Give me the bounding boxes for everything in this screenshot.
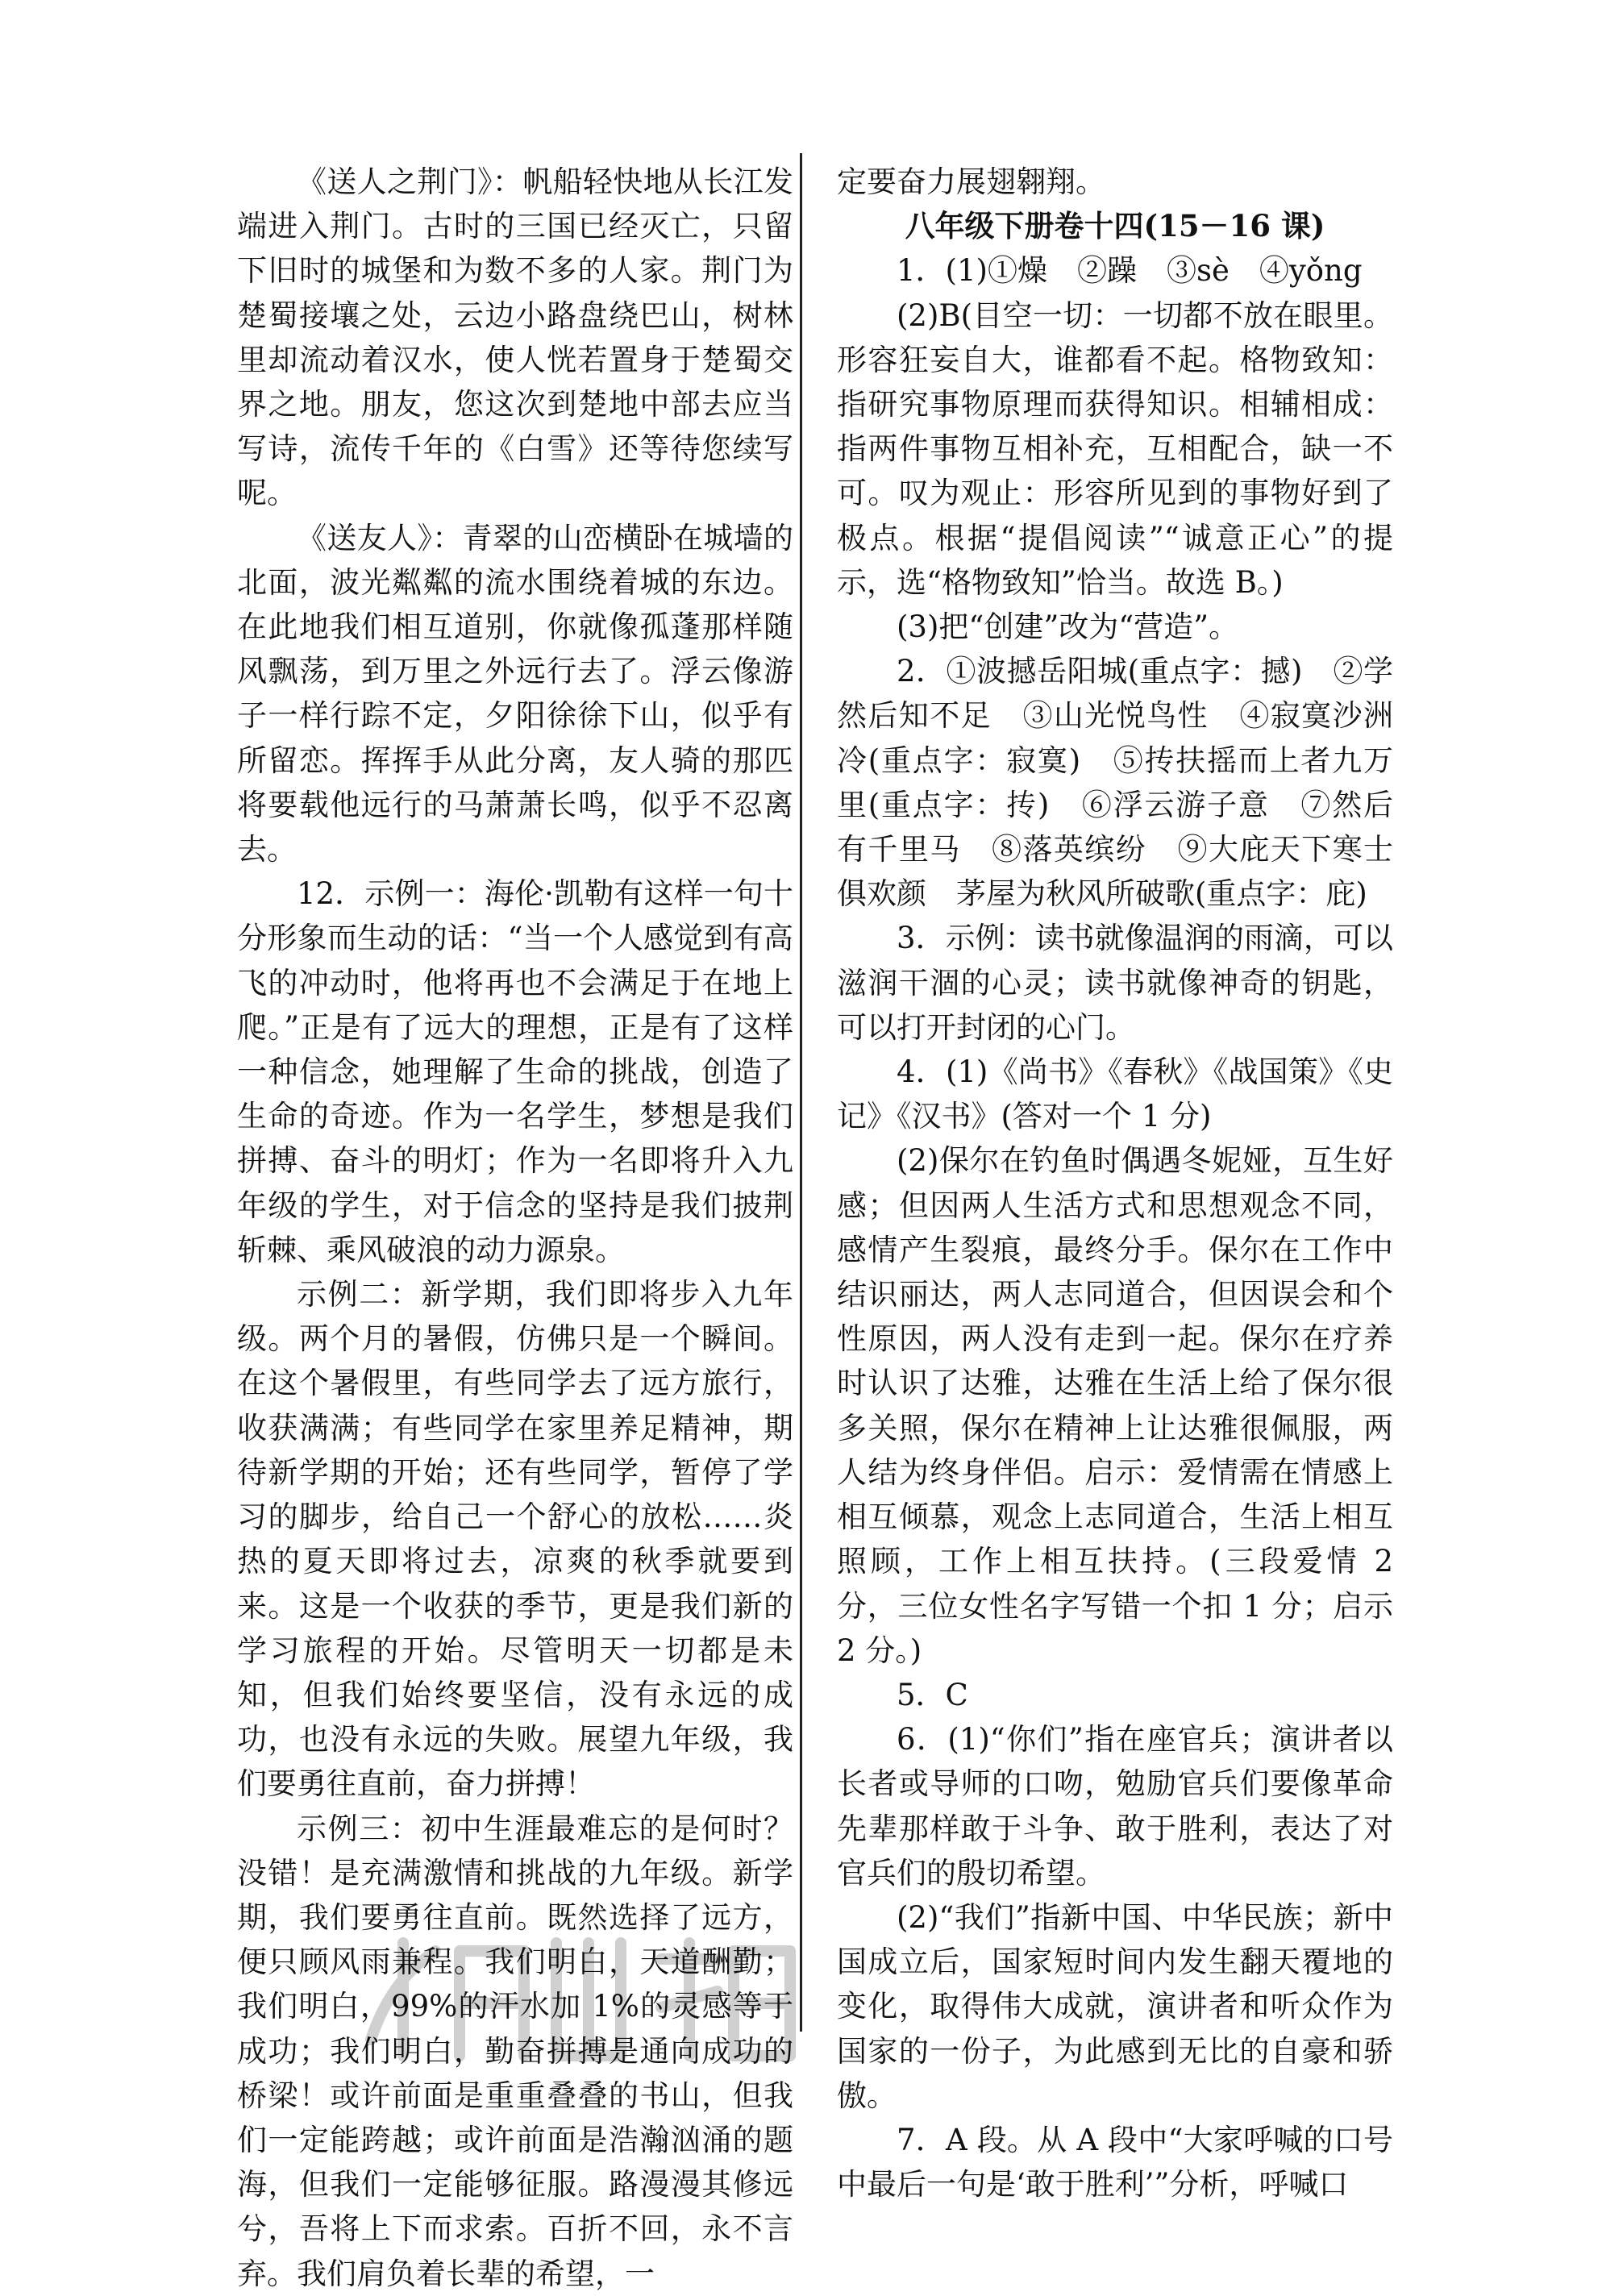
section-heading: 八年级下册卷十四(15－16 课)	[905, 208, 1325, 244]
right-column	[837, 164, 1393, 2207]
answer-4-1: 4．(1)《尚书》《春秋》《战国策》《史记》《汉书》(答对一个 1 分)	[837, 1054, 1393, 1134]
answer-1-2: (2)B(目空一切：一切都不放在眼里。形容狂妄自大，谁都看不起。格物致知：指研究事物原理而获得知识。相辅相成：指两件事物互相补充，互相配合，缺一不可。叹为观止：形容所见到的事物好到了极点。根据“提倡阅读”“诚意正心”的提示，选“格物致知”恰当。故选 B。)	[837, 297, 1393, 600]
continuation-line: 定要奋力展翅翱翔。	[837, 164, 1105, 199]
answer-3: 3．示例：读书就像温润的雨滴，可以滋润干涸的心灵；读书就像神奇的钥匙，可以打开封闭的心门。	[837, 921, 1393, 1045]
answer-1-1: 1．(1)①燥 ②躁 ③sè ④yǒng	[897, 253, 1363, 289]
paragraph-q12-example-3: 示例三：初中生涯最难忘的是何时？没错！是充满激情和挑战的九年级。新学期，我们要勇往直前。既然选择了远方，便只顾风雨兼程。我们明白，天道酬勤；我们明白，99%的汗水加 1%的灵感等于成功；我们明白，勤奋拼搏是通向成功的桥梁！或许前面是重重叠叠的书山，但我们一定能跨越；或许前面是浩瀚汹涌的题海，但我们一定能够征服。路漫漫其修远兮，吾将上下而求索。百折不回，永不言弃。我们肩负着长辈的希望，一	[237, 1811, 793, 2291]
answer-6-1: 6．(1)“你们”指在座官兵；演讲者以长者或导师的口吻，勉励官兵们要像革命先辈那样敢于斗争、敢于胜利，表达了对官兵们的殷切希望。	[837, 1722, 1393, 1890]
answer-5: 5．C	[897, 1677, 968, 1712]
answer-2: 2．①波撼岳阳城(重点字：撼) ②学然后知不足 ③山光悦鸟性 ④寂寞沙洲冷(重点字：寂寞) ⑤抟扶摇而上者九万里(重点字：抟) ⑥浮云游子意 ⑦然后有千里马 ⑧落英缤纷 ⑨大庇天下寒士俱欢颜 茅屋为秋风所破歌(重点字：庇)	[837, 654, 1393, 912]
answer-4-2: (2)保尔在钓鱼时偶遇冬妮娅，互生好感；但因两人生活方式和思想观念不同，感情产生裂痕，最终分手。保尔在工作中结识丽达，两人志同道合，但因误会和个性原因，两人没有走到一起。保尔在疗养时认识了达雅，达雅在生活上给了保尔很多关照，保尔在精神上让达雅很佩服，两人结为终身伴侣。启示：爱情需在情感上相互倾慕，观念上志同道合，生活上相互照顾，工作上相互扶持。(三段爱情 2 分，三位女性名字写错一个扣 1 分；启示 2 分。)	[837, 1143, 1393, 1668]
answer-6-2: (2)“我们”指新中国、中华民族；新中国成立后，国家短时间内发生翻天覆地的变化，取得伟大成就，演讲者和听众作为国家的一份子，为此感到无比的自豪和骄傲。	[837, 1899, 1393, 2113]
answer-1-3: (3)把“创建”改为“营造”。	[897, 609, 1239, 645]
answer-7: 7．A 段。从 A 段中“大家呼喊的口号中最后一句是‘敢于胜利’”分析，呼喊口	[837, 2122, 1393, 2202]
paragraph-q12-example-1: 12．示例一：海伦·凯勒有这样一句十分形象而生动的话：“当一个人感觉到有高飞的冲动时，他将再也不会满足于在地上爬。”正是有了远大的理想，正是有了这样一种信念，她理解了生命的挑战，创造了生命的奇迹。作为一名学生，梦想是我们拼搏、奋斗的明灯；作为一名即将升入九年级的学生，对于信念的坚持是我们披荆斩棘、乘风破浪的动力源泉。	[237, 876, 793, 1267]
left-column	[237, 160, 793, 2296]
paragraph-song-you-ren: 《送友人》：青翠的山峦横卧在城墙的北面，波光粼粼的流水围绕着城的东边。在此地我们相互道别，你就像孤蓬那样随风飘荡，到万里之外远行去了。浮云像游子一样行踪不定，夕阳徐徐下山，似乎有所留恋。挥挥手从此分离，友人骑的那匹将要载他远行的马萧萧长鸣，似乎不忍离去。	[237, 520, 793, 867]
paragraph-q12-example-2: 示例二：新学期，我们即将步入九年级。两个月的暑假，仿佛只是一个瞬间。在这个暑假里，有些同学去了远方旅行，收获满满；有些同学在家里养足精神，期待新学期的开始；还有些同学，暂停了学习的脚步，给自己一个舒心的放松……炎热的夏天即将过去，凉爽的秋季就要到来。这是一个收获的季节，更是我们新的学习旅程的开始。尽管明天一切都是未知，但我们始终要坚信，没有永远的成功，也没有永远的失败。展望九年级，我们要勇往直前，奋力拼搏！	[237, 1277, 793, 1802]
paragraph-song-ren-zhi-jingmen: 《送人之荆门》：帆船轻快地从长江发端进入荆门。古时的三国已经灭亡，只留下旧时的城堡和为数不多的人家。荆门为楚蜀接壤之处，云边小路盘绕巴山，树林里却流动着汉水，使人恍若置身于楚蜀交界之地。朋友，您这次到楚地中部去应当写诗，流传千年的《白雪》还等待您续写呢。	[237, 164, 793, 511]
column-divider	[800, 153, 802, 2032]
